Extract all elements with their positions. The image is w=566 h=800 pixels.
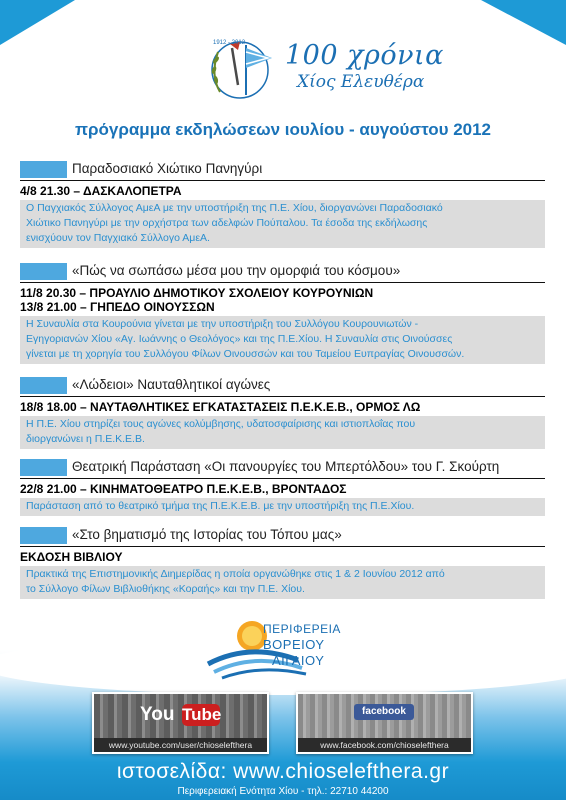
corner-decoration-right [481, 0, 566, 45]
event-title: Θεατρική Παράσταση «Οι πανουργίες του Μπερτόλδου» του Γ. Σκούρτη [72, 459, 500, 474]
event-description [20, 316, 545, 364]
event-marker [20, 459, 67, 476]
youtube-logo-tube: Tube [182, 705, 222, 724]
logo-subtitle: Χίος Ελευθέρα [297, 72, 425, 92]
event-date: 11/8 20.30 – ΠΡΟΑΥΛΙΟ ΔΗΜΟΤΙΚΟΥ ΣΧΟΛΕΙΟΥ ΚΟΥΡΟΥΝΙΩΝ [20, 286, 374, 300]
event-description-line: Η Συναυλία στα Κουρούνια γίνεται με την υποστήριξη του Συλλόγου Κουρουνιωτών - [26, 318, 419, 330]
event-date: 13/8 21.00 – ΓΗΠΕΔΟ ΟΙΝΟΥΣΣΩΝ [20, 300, 215, 314]
logo-years: 1912 - 2012 [213, 40, 246, 46]
event-section [20, 376, 545, 449]
event-marker [20, 161, 67, 178]
event-description-line: Εγηγοριανών Χίου «Αγ. Ιωάννης ο Θεολόγος» και της Π.Ε.Χίου. Η Συναυλία στις Οινούσσες [26, 333, 453, 345]
event-title: «Στο βηματισμό της Ιστορίας του Τόπου μας» [72, 527, 342, 542]
event-description-line: ενισχύουν τον Παγχιακό Σύλλογο ΑμεΑ. [26, 232, 210, 244]
event-description [20, 200, 545, 248]
event-description-line: το Σύλλογο Φίλων Βιβλιοθήκης «Κοραής» και την Π.Ε. Χίου. [26, 583, 305, 595]
event-description-line: γίνεται με τη χορηγία του Συλλόγου Φίλων Οινουσσών και του Ταμείου Ευπραγίας Οινουσσών. [26, 348, 465, 360]
event-title: «Πώς να σωπάσω μέσα μου την ομορφιά του κόσμου» [72, 263, 401, 278]
event-date: 4/8 21.30 – ΔΑΣΚΑΛΟΠΕΤΡΑ [20, 184, 182, 198]
event-title: «Λώδειοι» Ναυταθλητικοί αγώνες [72, 377, 271, 392]
facebook-url[interactable]: www.facebook.com/chioselefthera [298, 738, 471, 752]
corner-decoration-left [0, 0, 75, 45]
region-name-line: ΠΕΡΙΦΕΡΕΙΑ [263, 622, 341, 636]
region-name-line: ΑΙΓΑΙΟΥ [272, 653, 325, 668]
facebook-link[interactable] [296, 692, 473, 754]
region-name-line: ΒΟΡΕΙΟΥ [263, 637, 325, 652]
event-section [20, 526, 545, 599]
event-description [20, 416, 545, 449]
event-description [20, 566, 545, 599]
event-description-line: Ο Παγχιακός Σύλλογος ΑμεΑ με την υποστήριξη της Π.Ε. Χίου, διοργανώνει Παραδοσιακό [26, 202, 443, 214]
event-header [20, 160, 545, 181]
event-header [20, 376, 545, 397]
event-description-line: διοργανώνει η Π.Ε.Κ.Ε.Β. [26, 433, 145, 445]
website-footer[interactable]: ιστοσελίδα: www.chioselefthera.gr [116, 760, 450, 783]
logo-title: 100 χρόνια [285, 40, 444, 71]
event-marker [20, 377, 67, 394]
event-date: 22/8 21.00 – ΚΙΝΗΜΑΤΟΘΕΑΤΡΟ Π.Ε.Κ.Ε.Β., ΒΡΟΝΤΑΔΟΣ [20, 482, 347, 496]
event-marker [20, 527, 67, 544]
event-description [20, 498, 545, 516]
event-marker [20, 263, 67, 280]
event-header [20, 262, 545, 283]
event-header [20, 526, 545, 547]
event-description-line: Παράσταση από το θεατρικό τμήμα της Π.Ε.Κ.Ε.Β. με την υποστήριξη της Π.Ε.Χίου. [26, 500, 415, 512]
event-section [20, 160, 545, 248]
youtube-url[interactable]: www.youtube.com/user/chioselefthera [94, 738, 267, 752]
youtube-link[interactable] [92, 692, 269, 754]
contact-footer: Περιφερειακή Ενότητα Χίου - τηλ.: 22710 44200 [177, 786, 389, 797]
event-title: Παραδοσιακό Χιώτικο Πανηγύρι [72, 161, 263, 176]
event-section [20, 262, 545, 364]
youtube-logo-icon [140, 704, 220, 728]
event-section [20, 458, 545, 516]
event-date: ΕΚΔΟΣΗ ΒΙΒΛΙΟΥ [20, 550, 123, 564]
event-description-line: Η Π.Ε. Χίου στηρίζει τους αγώνες κολύμβησης, υδατοσφαίρισης και ιστιοπλοΐας που [26, 418, 416, 430]
event-description-line: Χιώτικο Πανηγύρι με την ορχήστρα των αδελφών Πούπαλου. Τα έσοδα της εκδήλωσης [26, 217, 428, 229]
event-header [20, 458, 545, 479]
youtube-logo-you: You [140, 704, 175, 725]
program-title: πρόγραμμα εκδηλώσεων ιουλίου - αυγούστου 2012 [74, 120, 492, 139]
facebook-logo-icon: facebook [354, 704, 414, 720]
event-description-line: Πρακτικά της Επιστημονικής Διημερίδας η οποία οργανώθηκε στις 1 & 2 Ιουνίου 2012 από [26, 568, 445, 580]
event-date: 18/8 18.00 – ΝΑΥΤΑΘΛΗΤΙΚΕΣ ΕΓΚΑΤΑΣΤΑΣΕΙΣ Π.Ε.Κ.Ε.Β., ΟΡΜΟΣ ΛΩ [20, 400, 421, 414]
